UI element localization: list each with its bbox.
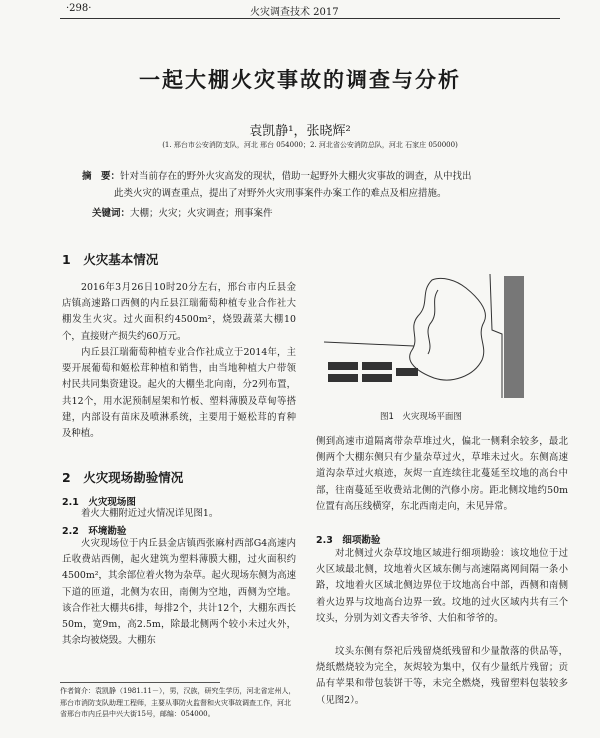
article-title: 一起大棚火灾事故的调查与分析 [139, 68, 461, 92]
greenhouse [328, 362, 358, 370]
section-2-2-heading: 2.2 环境勘验 [62, 526, 127, 537]
authors: 袁凯静¹，张晓辉² [249, 124, 351, 139]
running-header [0, 0, 600, 20]
section-2-heading: 2 火灾现场勘验情况 [62, 470, 184, 485]
keywords-text: 大棚；火灾；火灾调查；刑事案件 [130, 208, 273, 219]
page-number: ·298· [66, 3, 92, 14]
journal-name: 火灾调查技术 2017 [250, 7, 339, 18]
right-paragraph-1: 侧到高速市道隔离带杂草堆过火，偏北一侧剩余较多，最北侧两个大棚东侧只有少量杂草过火，草堆未过火。东侧高速道沟杂草过火痕迹，灰烬一直连续往北蔓延至坟地的高台中部，往南蔓延至收费站北侧的汽修小房。距北侧坟地约50m位置有高压线横穿，东北西南走向，未见异常。 [316, 436, 568, 512]
abstract-line-2: 此类火灾的调查重点，提出了对野外火灾刑事案件办案工作的难点及相应措施。 [114, 188, 447, 199]
greenhouse [362, 362, 392, 370]
abstract [82, 168, 522, 202]
figure-1-caption: 图1 火灾现场平面图 [380, 412, 462, 422]
road-line [324, 342, 414, 346]
keywords-label: 关键词： [92, 208, 131, 219]
header-rule [60, 18, 560, 19]
section-2-1-text: 着火大棚附近过火情况详见图1。 [81, 508, 219, 519]
right-paragraph-2: 对北侧过火杂草坟地区域进行细项勘验：该坟地位于过火区域最北侧，坟地着火区域东侧与高速隔离网间隔一条小路，坟地着火区域北侧边界位于坟地高台中部，西侧和南侧着火边界与坟地高台边界一致。坟地的过火区域内共有三个坟头，分别为刘文香夫爷爷、大伯和爷爷的。 [316, 548, 568, 624]
section-2-3-heading: 2.3 细项勘验 [316, 535, 381, 546]
section-1-paragraph-2: 内丘县江瑞葡萄种植专业合作社成立于2014年，主要开展葡萄和姬松茸种植和销售，由当地种植大户带领村民共同集资建设。起火的大棚坐北向南，分2列布置，共12个，用水泥预制屋架和竹板、塑料薄膜及草甸等搭建，内部设有苗床及喷淋系统，主要用于姬松茸的育种及种植。 [62, 347, 296, 440]
abstract-line-1: 针对当前存在的野外火灾高发的现状，借助一起野外大棚火灾事故的调查，从中找出 [120, 171, 472, 182]
fire-scene-plan-figure [316, 270, 568, 398]
highway-boundary [490, 274, 502, 398]
greenhouse [396, 368, 418, 376]
section-1-heading: 1 火灾基本情况 [62, 252, 159, 267]
greenhouse [328, 374, 358, 382]
inner-boundary [428, 290, 438, 354]
abstract-label: 摘 要： [82, 171, 121, 182]
section-2-1-heading: 2.1 火灾现场图 [62, 497, 136, 508]
right-paragraph-3: 坟头东侧有祭祀后残留烧纸残留和少量散落的供品等，烧纸燃烧较为完全，灰烬较为集中，仅有少量纸片残留；贡品有苹果和带包装饼干等，未完全燃烧，残留塑料包装较多（见图2）。 [316, 646, 568, 706]
affiliation: (1. 邢台市公安消防支队，河北 邢台 054000；2. 河北省公安消防总队，河北 石家庄 050000) [162, 141, 458, 149]
section-2-2-text: 火灾现场位于内丘县金店镇西张麻村西部G4高速内丘收费站西侧，起火建筑为塑料薄膜大棚，过火面积约4500m²，其余部位着火物为杂草。起火现场东侧为高速下道的匝道，北侧为农田，南侧为空地，西侧为空地。该合作社大棚共6排，每排2个，共计12个，大棚东西长50m，宽9m，高2.5m，除最北侧两个较小未过火外，其余均被烧毁。大棚东 [62, 538, 296, 647]
author-footnote: 作者简介：袁凯静（1981.11－），男，汉族，研究生学历，河北省定州人，邢台市消防支队助理工程师，主要从事防火监督和火灾事故调查工作，河北省邢台市内丘县中兴大街15号，邮编：054000。 [60, 687, 296, 718]
greenhouse [362, 374, 392, 382]
keywords [92, 205, 273, 219]
burn-area-outline [410, 278, 486, 380]
section-1-paragraph-1: 2016年3月26日10时20分左右，邢台市内丘县金店镇高速路口西侧的内丘县江瑞葡萄种植专业合作社大棚发生火灾。过火面积约4500m²，烧毁蔬菜大棚10个，直接财产损失约60万元。 [62, 282, 296, 342]
footnote-rule [60, 682, 220, 683]
highway-strip [504, 276, 524, 398]
